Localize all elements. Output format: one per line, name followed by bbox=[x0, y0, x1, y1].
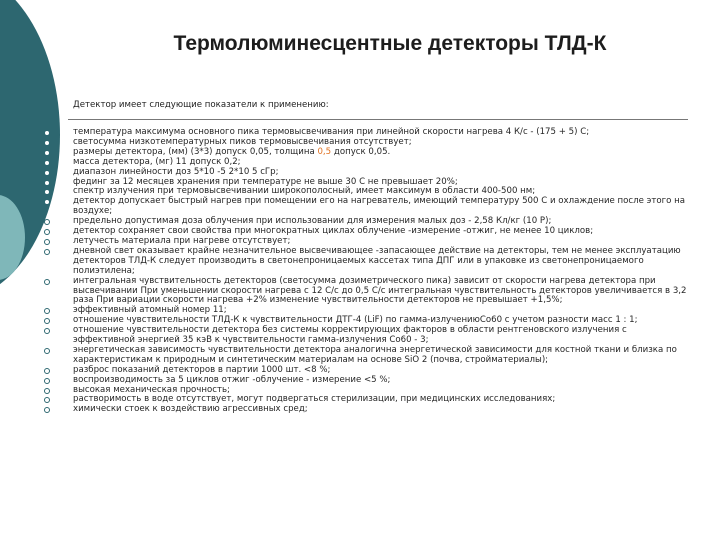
bullet-icon bbox=[44, 388, 50, 394]
list-item bbox=[0, 346, 720, 366]
list-item-text: химически стоек к воздействию агрессивных сред; bbox=[73, 404, 308, 415]
bullet-icon bbox=[44, 160, 50, 166]
bullet-icon bbox=[44, 189, 50, 195]
bullet-icon bbox=[44, 140, 50, 146]
bullet-icon bbox=[44, 180, 50, 186]
bullet-icon bbox=[44, 368, 50, 374]
list-item-text: фединг за 12 месяцев хранения при температуре не выше 30 С не превышает 20%; bbox=[73, 176, 458, 187]
list-item-text: дневной свет оказывает крайне незначительное высвечивающее -запасающее действие на детекторы, тем не менее эксплуатацию детекторов ТЛД-К следует производить в светонепроницаемых кассетах типа ДПГ или в упаковке из светонепроницаемого полиэтилена; bbox=[73, 245, 681, 276]
bullet-icon bbox=[44, 318, 50, 324]
bullet-icon bbox=[44, 219, 50, 225]
bullet-icon bbox=[44, 348, 50, 354]
list-item-text: разброс показаний детекторов в партии 1000 шт. <8 %; bbox=[73, 364, 331, 375]
list-item-text: высокая механическая прочность; bbox=[73, 384, 230, 395]
list-item-text: детектор сохраняет свои свойства при многократных циклах облучение -измерение -отжиг, не менее 10 циклов; bbox=[73, 226, 594, 237]
list-item-text: растворимость в воде отсутствует, могут подвергаться стерилизации, при медицинских исследованиях; bbox=[73, 394, 556, 405]
list-item-text: интегральная чувствительность детекторов (светосумма дозиметрического пика) зависит от скорости нагрева детектора при высвечивании При уменьшении скорости нагрева с 12 С/с до 0,5 С/с интегральная чувствительность детекторов увеличивается в 3,2 раза При вариации скорости нагрева +2% изменение чувствительности детекторов не превышает +1,5%; bbox=[73, 275, 687, 306]
bullet-icon bbox=[44, 170, 50, 176]
list-item-text: отношение чувствительности ТЛД-К к чувствительности ДТГ-4 (LiF) по гамма-излучениюСо60 с учетом разности масс 1 : 1; bbox=[73, 315, 638, 326]
list-item-text: масса детектора, (мг) 11 допуск 0,2; bbox=[73, 156, 241, 167]
bullet-icon bbox=[44, 229, 50, 235]
bullet-icon bbox=[44, 249, 50, 255]
list-item bbox=[0, 326, 720, 346]
list-item-text: спектр излучения при термовысвечивании широкополосный, имеет максимум в области 400-500 нм; bbox=[73, 186, 536, 197]
list-item bbox=[0, 247, 720, 277]
bullet-icon bbox=[44, 397, 50, 403]
highlighted-value: 0,5 bbox=[317, 146, 332, 157]
bullet-icon bbox=[44, 378, 50, 384]
list-item-text: детектор допускает быстрый нагрев при помещении его на нагреватель, имеющий температуру 500 С и охлаждение после этого на воздухе; bbox=[73, 196, 686, 217]
properties-list bbox=[0, 128, 720, 415]
list-item-text: воспроизводимость за 5 циклов отжиг -облучение - измерение <5 %; bbox=[73, 374, 391, 385]
list-item-text: отношение чувствительности детектора без системы корректирующих факторов в области рентгеновского излучения с эффективной энергией 35 кэВ к чувствительности гамма-излучения Со60 - 3; bbox=[73, 325, 627, 346]
list-item-text: диапазон линейности доз 5*10 -5 2*10 5 сГр; bbox=[73, 166, 279, 177]
list-item bbox=[0, 277, 720, 307]
list-item-text: энергетическая зависимость чувствительности детектора аналогична энергетической зависимости для костной ткани и близка по характеристикам к природным и синтетическим материалам на основе SiO 2 (почва, стройматериалы); bbox=[73, 344, 677, 365]
slide-title: Термолюминесцентные детекторы ТЛД-К bbox=[173, 32, 607, 55]
list-item bbox=[0, 405, 720, 415]
list-item-text: светосумма низкотемпературных пиков термовысвечивания отсутствует; bbox=[73, 136, 412, 147]
bullet-icon bbox=[44, 328, 50, 334]
list-item bbox=[0, 197, 720, 217]
bullet-icon bbox=[44, 407, 50, 413]
bullet-icon bbox=[44, 308, 50, 314]
divider-line bbox=[68, 119, 688, 120]
list-item-text: температура максимума основного пика термовысвечивания при линейной скорости нагрева 4 К/с - (175 + 5) С; bbox=[73, 127, 590, 137]
list-item-text: летучесть материала при нагреве отсутствует; bbox=[73, 235, 291, 246]
bullet-icon bbox=[44, 130, 50, 136]
bullet-icon bbox=[44, 150, 50, 156]
bullet-icon bbox=[44, 239, 50, 245]
bullet-icon bbox=[44, 199, 50, 205]
list-item-text: размеры детектора, (мм) (3*3) допуск 0,05, толщина bbox=[73, 146, 318, 157]
intro-text: Детектор имеет следующие показатели к применению: bbox=[73, 100, 329, 110]
list-item-text: предельно допустимая доза облучения при использовании для измерения малых доз - 2,58 Кл/кг (10 Р); bbox=[73, 216, 552, 227]
list-item-text-tail: допуск 0,05. bbox=[331, 146, 391, 157]
bullet-icon bbox=[44, 279, 50, 285]
list-item-text: эффективный атомный номер 11; bbox=[73, 305, 227, 316]
